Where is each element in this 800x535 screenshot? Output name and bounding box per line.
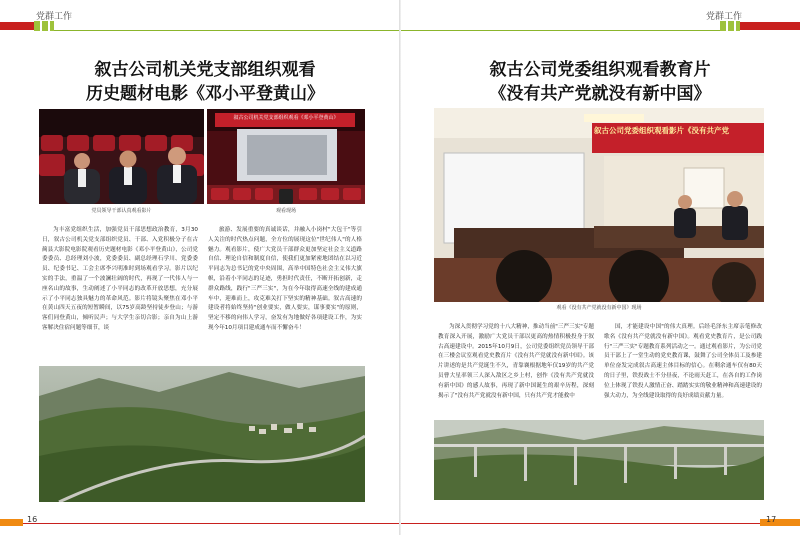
title-line-2-right: 《没有共产党就没有新中国》: [489, 84, 711, 104]
meeting-banner-text: 叙古公司党委组织观看影片《没有共产党: [594, 126, 729, 135]
screening-photo-art: [207, 109, 365, 204]
left-paragraph-1: 为丰富党组织生活，加强党员干部思想政治教育，3月30日，叙古公司机关党支部组织党员、干部、入党积极分子在古蔺县大影院电影院观看历史题材电影《邓小平登黄山》，公司党委委员、总经理刘小波，党委委员、副总经理石学川、党委委员、纪委书记、工会主席李兴明准时到场观看学习。影片以纪实的手法，重温了一个波澜壮阔的时代，再现了一代伟人与一座名山的故事，生动阐述了小平同志的改革开放思想，充分展示了小平同志独具魅力的革命风范。影片将镜头聚焦在邓小平在黄山四天五夜的短暂瞬间，以75岁高龄坚持徒步登山；与游客们同登黄山，倾听民声；与大学生亲切合影；亲自为山上游客解决住宿问题等细节，谈: [42, 227, 198, 331]
screening-photo-caption: 观看现场: [275, 208, 296, 214]
footer-rule: [23, 523, 400, 524]
right-paragraph-1: 为深入贯彻学习党的十八大精神，推动当前"三严三实"专题教育深入开展，激励广大党员干部以更高的热情积极投身于叙古高速建设中。2015年10月9日，公司党委组织党员领导干部在三楼会议室观看党史教育片《没有共产党就没有新中国》。该片讲述的是共产党诞生不久，青靠襄根据地年仅19岁的共产党员曹大星率领三人深入敌区之乡上村，创作《没有共产党就没有新中国》的感人故事，再现了新中国诞生的艰辛历程，深刻揭示了"没有共产党就没有新中国，只有共产党才能救中: [438, 324, 594, 399]
left-text-column-2: [208, 226, 362, 369]
header-red-band: [0, 22, 34, 30]
audience-photo: [39, 109, 204, 204]
landscape-photo-art: [39, 366, 365, 502]
title-line-2: 历史题材电影《邓小平登黄山》: [86, 84, 324, 104]
header-checker-pattern: [34, 21, 54, 31]
meeting-photo-art: [434, 108, 764, 302]
section-tag: 党群工作: [36, 12, 73, 22]
page-number-left: 16: [27, 515, 38, 524]
article-title: [40, 58, 370, 106]
right-text-column-2: [604, 323, 762, 420]
audience-photo-caption: 党员领导干部认真观看影片: [91, 208, 152, 214]
right-page: [400, 0, 800, 535]
page-spine: [399, 0, 401, 535]
landscape-photo: [39, 366, 365, 502]
header-red-band-right: [740, 22, 800, 30]
bridge-photo-art: [434, 420, 764, 500]
meeting-photo: [434, 108, 764, 302]
screening-photo: [207, 109, 365, 204]
left-text-column-1: [42, 226, 198, 359]
right-paragraph-2: 国，才能建设中国"的伟大真理。后经毛泽东主席亲笔修改歌名《没有共产党就没有新中国》。观看党史教育片，是公司践行"三严三实"专题教育系列活动之一。通过观看影片，为公司党员干部上了一堂生动的党史教育课，鼓舞了公司全体员工及参建单位奋发完成叙古高速主体目标的信心。在剩余通车仅有80天的日子里，铁投战士不分昼夜，不论雨天赶工，在各自的工作岗位上体现了铁投人激情正奋、踏踏实实的敬业精神和高速建设的强大动力，为全线建设取得的良好成绩贡献力量。: [604, 324, 762, 399]
section-tag-right: 党群工作: [706, 12, 743, 22]
title-line-1-right: 叙古公司党委组织观看教育片: [489, 60, 711, 80]
header-checker-pattern-right: [720, 21, 740, 31]
header-rule: [54, 30, 400, 31]
left-paragraph-2: 旅游、发展重要的真诚谈话，并融入小岗村"大包干"等引人关注的时代热点问题，全方位的展现这位"世纪伟人"的人格魅力。观看影片，使广大党员干部群众更加坚定社会主义道路自信、理论自信和制度自信，使我们更加紧密地团结在以习近平同志为总书记的党中央周围，高举中国特色社会主义伟大旗帜，沿着小平同志的足迹，勇担时代责任，不断开拓创新，走群众路线，践行"三严三实"，为在今年取得高速全线的建成通车中，迎难而上，攻克难关打下坚实的精神基础。叙古高速的建设者将始终坚持"创业要实，做人要实，谋事要实"的原则，坚定不移的向伟人学习，奋发有为地做好各项建设工作，为实现今年10月项目建成通车而不懈奋斗！: [208, 227, 362, 331]
title-line-1: 叙古公司机关党支部组织观看: [94, 60, 316, 80]
meeting-photo-caption: 观看《没有共产党就没有新中国》现场: [556, 305, 642, 311]
screening-banner-text: 叙古公司机关党支部组织观看《邓小平登黄山》: [233, 115, 339, 121]
footer-rule-right: [400, 523, 760, 524]
footer-orange-bar: [0, 519, 23, 526]
bridge-photo: [434, 420, 764, 500]
audience-photo-art: [39, 109, 204, 204]
page-number-right: 17: [766, 515, 777, 524]
article-title-right: [435, 58, 765, 106]
header-rule-right: [400, 30, 720, 31]
